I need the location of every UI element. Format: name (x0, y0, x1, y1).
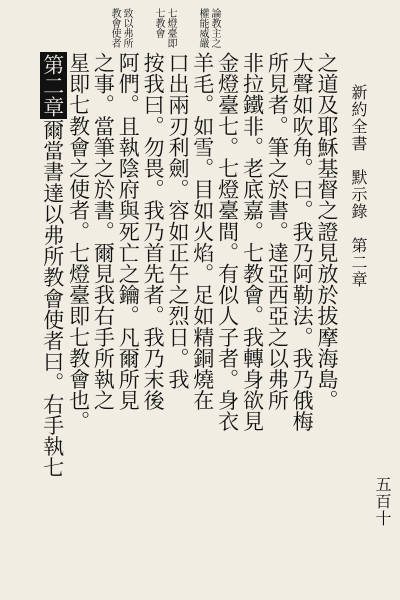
margin-note-line: 致以弗所 (121, 8, 132, 48)
chapter-column (40, 52, 67, 570)
book-title: 新約全書 默示錄 第二章 (349, 84, 368, 288)
scripture-text (40, 52, 340, 570)
text-column: 之道及耶穌基督之證見放於拔摩海島。 (315, 52, 339, 411)
margin-note-line: 教會使者 (109, 8, 120, 48)
text-column: 口出兩刃利劍。容如正午之烈日。我 (166, 52, 190, 390)
margin-note-line: 七燈臺即 (165, 8, 176, 48)
margin-note-line: 論教主之 (209, 8, 220, 48)
text-column: 大聲如吹角。曰。我乃阿勒法。我乃俄梅 (290, 52, 315, 432)
margin-note-line: 七教會 (153, 8, 164, 38)
text-column: 按我曰。勿畏。我乃首先者。我乃末後 (141, 52, 166, 411)
page-header (340, 6, 390, 588)
text-column: 非拉鐵非。老底嘉。七教會。我轉身欲見 (240, 52, 265, 432)
text-column: 星即七教會之使者。七燈臺即七教會也。 (66, 52, 91, 432)
text-column: 所見者。筆之於書。達亞西亞之以弗所 (265, 52, 290, 411)
text-column: 羊毛。如雪。目如火焰。足如精銅燒在 (190, 52, 215, 411)
text-column: 之事。當筆之於書。爾見我右手所執之 (91, 52, 116, 411)
page-number: 五百十 (373, 476, 392, 527)
text-column: 金燈臺七。七燈臺間。有似人子者。身衣 (215, 52, 240, 432)
text-column: 爾當書達以弗所教會使者曰。右手執七 (40, 119, 65, 478)
text-column: 阿們。且執陰府與死亡之鑰。凡爾所見 (116, 52, 141, 411)
chapter-marker: 第二章 (40, 52, 67, 119)
margin-note-line: 權能威嚴 (197, 8, 208, 48)
